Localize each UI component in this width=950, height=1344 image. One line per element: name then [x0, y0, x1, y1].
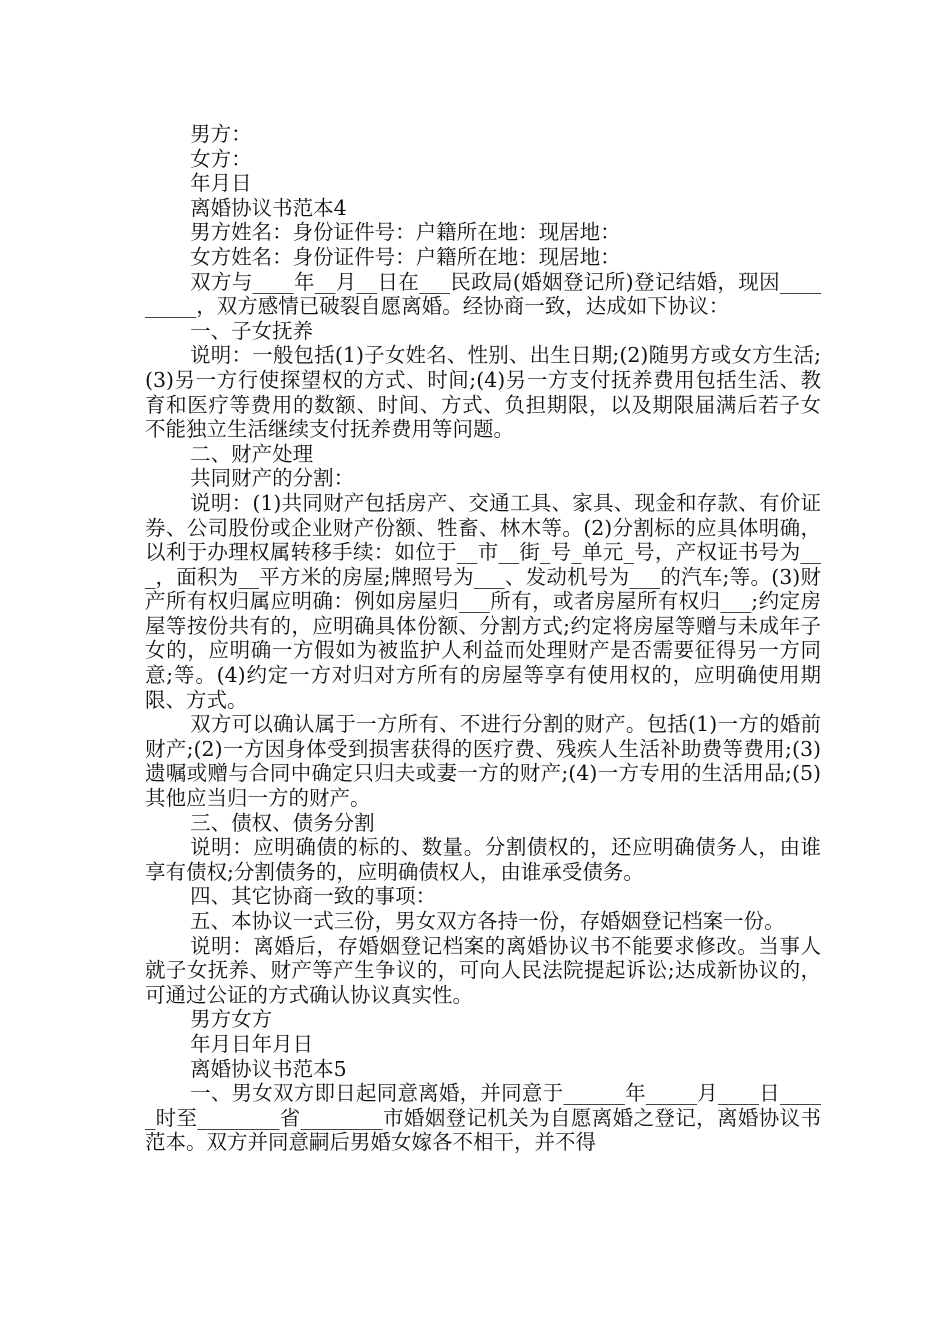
paragraph: 双方与____年__月__日在___民政局(婚姻登记所)登记结婚，现因_________，双方感情已破裂自愿离婚。经协商一致，达成如下协议： — [145, 269, 821, 319]
paragraph: 年月日 — [190, 171, 252, 196]
paragraph: 男方姓名：身份证件号：户籍所在地：现居地： — [190, 220, 621, 245]
paragraph: 年月日年月日 — [190, 1031, 314, 1056]
section-title: 离婚协议书范本4 — [190, 195, 347, 220]
section-heading: 三、债权、债务分割 — [190, 810, 375, 835]
paragraph: 五、本协议一式三份，男女双方各持一份，存婚姻登记档案一份。 — [190, 909, 785, 933]
paragraph: 说明：离婚后，存婚姻登记档案的离婚协议书不能要求修改。当事人就子女抚养、财产等产生争议的，可向人民法院提起诉讼;达成新协议的，可通过公证的方式确认协议真实性。 — [145, 933, 821, 1007]
section-heading: 一、子女抚养 — [190, 318, 314, 343]
paragraph: 女方姓名：身份证件号：户籍所在地：现居地： — [190, 244, 621, 269]
paragraph: 说明：应明确债的标的、数量。分割债权的，还应明确债务人，由谁享有债权;分割债务的，应明确债权人，由谁承受债务。 — [145, 835, 821, 884]
section-heading: 四、其它协商一致的事项： — [190, 884, 437, 909]
paragraph: 男方女方 — [190, 1007, 273, 1032]
paragraph: 女方： — [190, 146, 252, 171]
paragraph: 说明：一般包括(1)子女姓名、性别、出生日期;(2)随男方或女方生活;(3)另一方行使探望权的方式、时间;(4)另一方支付抚养费用包括生活、教育和医疗等费用的数额、时间、方式、负担期限，以及期限届满后若子女不能独立生活继续支付抚养费用等问题。 — [145, 343, 821, 442]
paragraph: 说明：(1)共同财产包括房产、交通工具、家具、现金和存款、有价证券、公司股份或企业财产份额、牲畜、林木等。(2)分割标的应具体明确，以利于办理权属转移手续：如位于__市__街_号_单元_号，产权证书号为___，面积为__平方米的房屋;牌照号为___、发动机号为___的汽车;等。(3)财产所有权归属应明确：例如房屋归___所有，或者房屋所有权归___;约定房屋等按份共有的，应明确具体份额、分割方式;约定将房屋等赠与未成年子女的，应明确一方假如为被监护人利益而处理财产是否需要征得另一方同意;等。(4)约定一方对归对方所有的房屋等享有使用权的，应明确使用期限、方式。 — [145, 490, 821, 712]
paragraph: 双方可以确认属于一方所有、不进行分割的财产。包括(1)一方的婚前财产;(2)一方因身体受到损害获得的医疗费、残疾人生活补助费等费用;(3)遗嘱或赠与合同中确定只归夫或妻一方的财产;(4)一方专用的生活用品;(5)其他应当归一方的财产。 — [145, 712, 821, 811]
section-heading: 二、财产处理 — [190, 441, 314, 466]
paragraph: 男方： — [190, 122, 252, 146]
section-title: 离婚协议书范本5 — [190, 1056, 347, 1081]
document-body — [145, 122, 821, 1155]
paragraph: 共同财产的分割： — [190, 466, 355, 491]
paragraph: 一、男女双方即日起同意离婚，并同意于______年_____月____日_____时至________省________市婚姻登记机关为自愿离婚之登记，离婚协议书范本。双方并同意嗣后男婚女嫁各不相干，并不得 — [145, 1081, 821, 1155]
